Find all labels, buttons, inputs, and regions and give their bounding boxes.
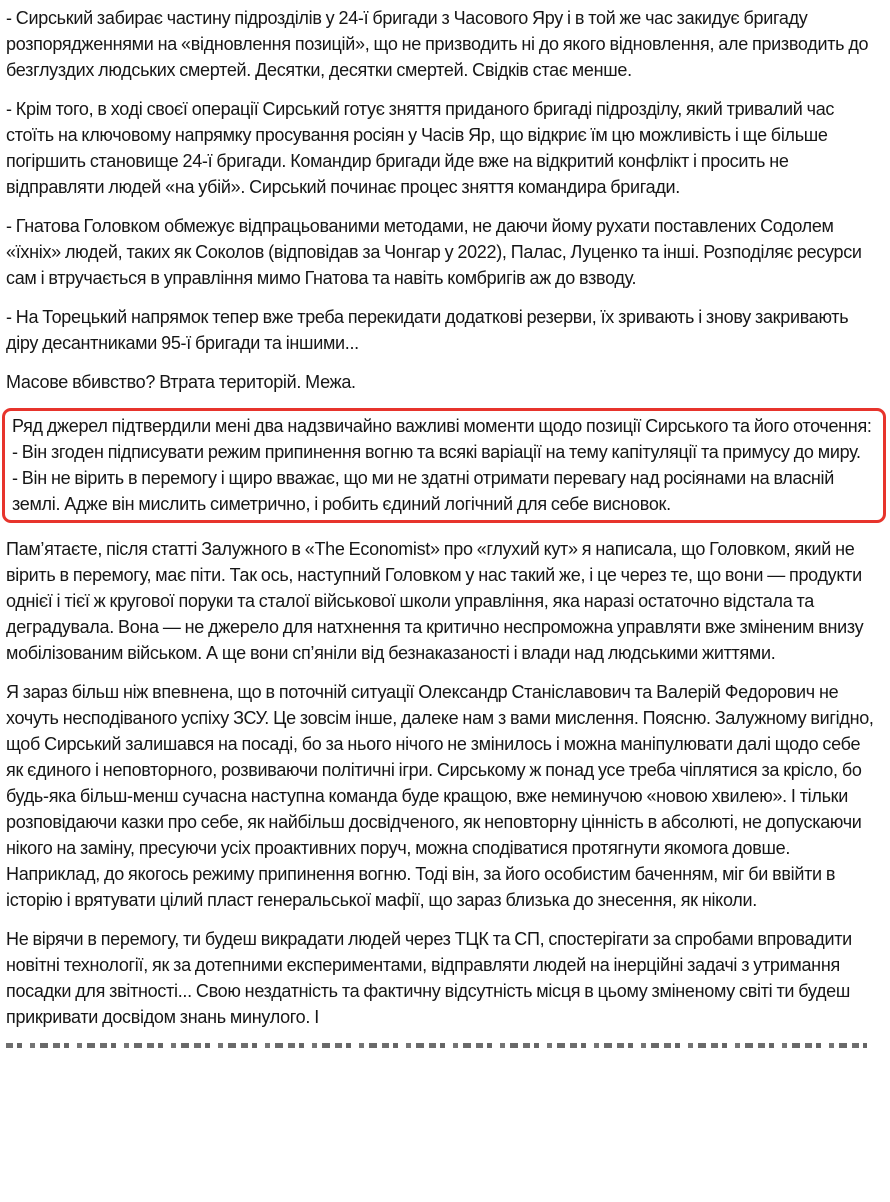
highlighted-paragraph-box	[2, 408, 886, 523]
clipped-text-line	[6, 1043, 867, 1048]
paragraph: Не вірячи в перемогу, ти будеш викрадати людей через ТЦК та СП, спостерігати за спробами впровадити новітні технології, як за дотепними експериментами, відправляти людей на інерційні задачі з утримання посадки для звітності... Свою нездатність та фактичну відсутність місця в цьому зміненому світі ти будеш прикривати досвідом знань минулого. І	[6, 929, 852, 1027]
paragraph: - Сирський забирає частину підрозділів у 24-ї бригади з Часового Яру і в той же час закидує бригаду розпорядженнями на «відновлення позицій», що не призводить ні до якого відновлення, але призводить до безглуздих людських смертей. Десятки, десятки смертей. Свідків стає менше.	[6, 8, 869, 80]
highlighted-line: - Він не вірить в перемогу і щиро вважає, що ми не здатні отримати перевагу над росіянами на власній землі. Адже він мислить симетрично, і робить єдиний логічний для себе висновок.	[12, 468, 835, 514]
paragraph: Пам’ятаєте, після статті Залужного в «The Economist» про «глухий кут» я написала, що Головком, який не вірить в перемогу, має піти. Так ось, наступний Головком у нас такий же, і це через те, що вони — продукти однієї і тієї ж кругової поруки та сталої військової школи управління, яка наразі остаточно відстала та деградувала. Вона — не джерело для натхнення та критично неспроможна управляти вже зміненим внизу мобілізованим військом. А ще вони сп’яніли від безнаказаності і влади над людськими життями.	[6, 539, 864, 663]
paragraph: Масове вбивство? Втрата територій. Межа.	[6, 372, 356, 392]
paragraph: Я зараз більш ніж впевнена, що в поточній ситуації Олександр Станіславович та Валерій Федорович не хочуть несподіваного успіху ЗСУ. Це зовсім інше, далеке нам з вами мислення. Поясню. Залужному вигідно, щоб Сирський залишався на посаді, бо за нього нічого не змінилось і можна маніпулювати далі щодо себе як єдиного і неповторного, розвиваючи політичні ігри. Сирському ж понад усе треба чіплятися за крісло, бо будь-яка більш-менш сучасна наступна команда буде кращою, вже неминучою «новою хвилею». І тільки розповідаючи казки про себе, як найбільш досвідченого, як неповторну цінність в абсолюті, не допускаючи нікого на заміну, пресуючи усіх проактивних поруч, можна сподіватися протягнути якомога довше. Наприклад, до якогось режиму припинення вогню. Тоді він, за його особистим баченням, міг би ввійти в історію і врятувати цілий пласт генеральської мафії, що зараз близька до знесення, як ніколи.	[6, 682, 874, 910]
highlighted-line: Ряд джерел підтвердили мені два надзвичайно важливі моменти щодо позиції Сирського та його оточення:	[12, 416, 872, 436]
highlighted-line: - Він згоден підписувати режим припинення вогню та всякі варіації на тему капітуляції та примусу до миру.	[12, 442, 861, 462]
paragraph: - Гнатова Головком обмежує відпрацьованими методами, не даючи йому рухати поставлених Содолем «їхніх» людей, таких як Соколов (відповідав за Чонгар у 2022), Палас, Луценко та інші. Розподіляє ресурси сам і втручається в управління мимо Гнатова та навіть комбригів аж до взводу.	[6, 216, 862, 288]
paragraph: - Крім того, в ході своєї операції Сирський готує зняття приданого бригаді підрозділу, який тривалий час стоїть на ключовому напрямку просування росіян у Часів Яр, що відкриє їм цю можливість і ще більше погіршить становище 24-ї бригади. Командир бригади йде вже на відкритий конфлікт і просить не відправляти людей «на убій». Сирський починає процес зняття командира бригади.	[6, 99, 835, 197]
paragraph: - На Торецький напрямок тепер вже треба перекидати додаткові резерви, їх зривають і знову закривають діру десантниками 95-ї бригади та іншими...	[6, 307, 849, 353]
